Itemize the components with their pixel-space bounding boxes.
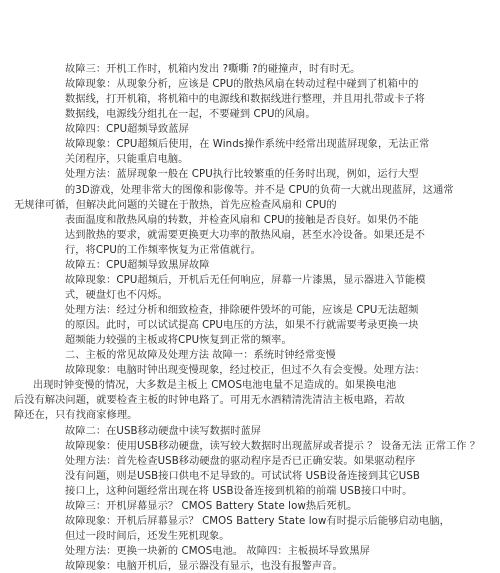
text-line: 故障现象：电脑开机后，显示器没有显示，也没有报警声音。 xyxy=(65,561,343,572)
text-line: 障还在，只有找商家修理。 xyxy=(14,410,138,422)
text-line: 处理方法：蓝屏现象一般在 CPU执行比较繁重的任务时出现，例如，运行大型 xyxy=(65,169,419,181)
text-line: 数据线，打开机箱，将机箱中的电源线和数据线进行整理，并且用扎带或卡子将 xyxy=(65,94,426,106)
text-line: 故障现象：开机后屏幕显示？ CMOS Battery State low有时提示后能够启动电脑， xyxy=(65,515,450,527)
text-line: 的3D游戏，处理非常大的图像和影像等。并不是 CPU的负荷一大就出现蓝屏，这通常 xyxy=(65,184,454,196)
text-line: 行，将CPU的工作频率恢复为正常值就行。 xyxy=(65,244,261,256)
text-line: 故障现象：CPU超频后，开机后无任何响应，屏幕一片漆黑，显示器进入节能模 xyxy=(65,274,426,286)
section-heading: 二、主板的常见故障及处理方法 故障一：系统时钟经常变慢 xyxy=(65,350,336,362)
text-line: 达到散热的要求，就需要更换更大功率的散热风扇，甚至水冷设备。如果还是不 xyxy=(65,229,426,241)
text-line: 表面温度和散热风扇的转数，并检查风扇和 CPU的接触是否良好。如果仍不能 xyxy=(65,214,419,226)
text-line: 没有问题，则是USB接口供电不足导致的。可试试将 USB设备连接到其它USB xyxy=(65,470,421,482)
section-heading: 故障四：CPU超频导致蓝屏 xyxy=(65,124,189,136)
section-heading: 故障二：在USB移动硬盘中读写数据时蓝屏 xyxy=(65,425,262,437)
section-heading: 故障五：CPU超频导致黑屏故障 xyxy=(65,259,210,271)
text-line: 处理方法：经过分析和细致检查，排除硬件毁坏的可能，应该是 CPU无法超频 xyxy=(65,305,419,316)
text-line: 故障现象：CPU超频后使用，在 Winds操作系统中经常出现蓝屏现象，无法正常 xyxy=(65,139,430,151)
text-line: 关闭程序，只能重启电脑。 xyxy=(65,154,189,166)
text-line: 处理方法：首先检查USB移动硬盘的驱动程序是否已正确安装。如果驱动程序 xyxy=(65,455,416,467)
text-line: 出现时钟变慢的情况，大多数是主板上 CMOS电池电量不足造成的。如果换电池 xyxy=(33,380,397,392)
text-line: 数据线，电源线分组扎在一起，不要碰到 CPU的风扇。 xyxy=(65,109,316,121)
text-line: 超频能力较强的主板或将CPU恢复到正常的频率。 xyxy=(65,335,292,347)
text-line: 故障现象：从现象分析，应该是 CPU的散热风扇在转动过程中碰到了机箱中的 xyxy=(65,79,419,91)
section-heading: 故障三：开机屏幕显示？ CMOS Battery State low热后死机。 xyxy=(65,500,358,512)
text-line: 无规律可循，但解决此问题的关键在于散热，首先应检查风扇和 CPU的 xyxy=(14,199,337,211)
text-line: 式，硬盘灯也不闪烁。 xyxy=(65,289,168,301)
text-line: 但过一段时间后，还发生死机现象。 xyxy=(65,530,230,542)
text-line: 故障现象：使用USB移动硬盘，读写较大数据时出现蓝屏或者提示 ？ 设备无法 正常工作 ？ xyxy=(65,440,481,452)
text-line: 后没有解决问题，就要检查主板的时钟电路了。可用无水酒精清洗清洁主板电路，若故 xyxy=(14,395,405,407)
text-line: 故障三：开机工作时，机箱内发出 ?嘶嘶 ?的碰撞声，时有时无。 xyxy=(65,64,361,75)
text-line: 故障现象：电脑时钟出现变慢现象，经过校正，但过不久有会变慢。处理方法： xyxy=(65,365,426,377)
text-line: 接口上，这种问题经常出现在将 USB设备连接到机箱的前端 USB接口中时。 xyxy=(65,485,413,497)
text-line: 处理方法：更换一块新的 CMOS电池。 故障四：主板损坏导致黑屏 xyxy=(65,545,370,557)
text-line: 的原因。此时，可以试试提高 CPU电压的方法，如果不行就需要考录更换一块 xyxy=(65,320,419,331)
